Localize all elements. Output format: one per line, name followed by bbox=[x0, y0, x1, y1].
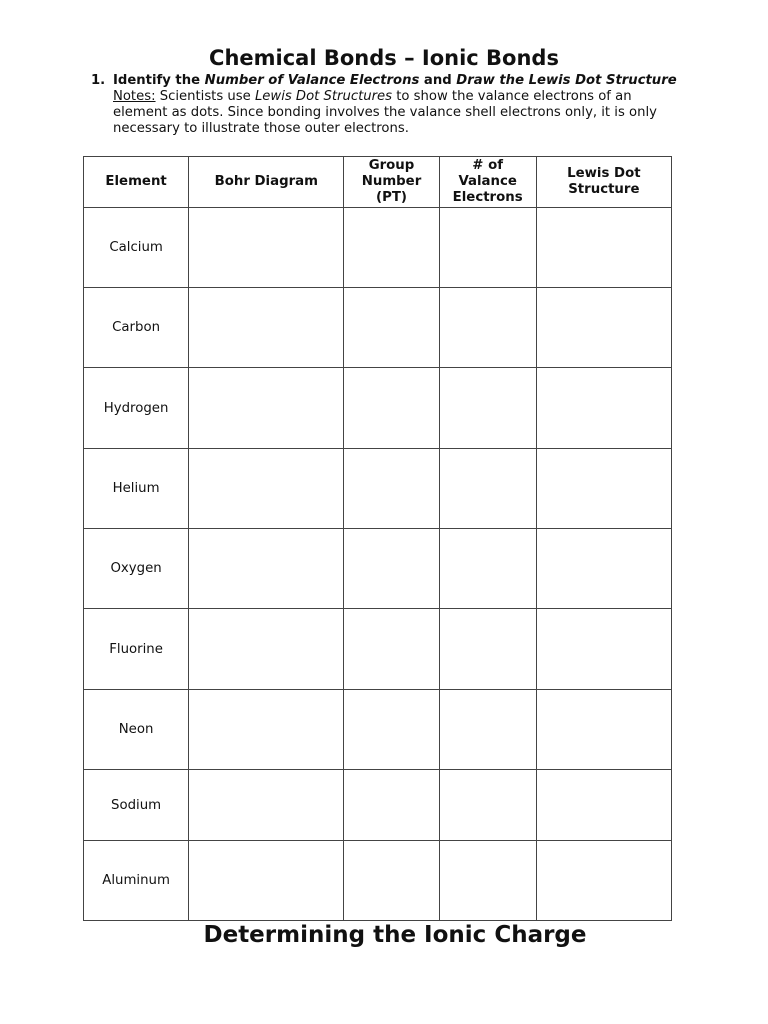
prompt-text-1: Identify the bbox=[113, 73, 205, 88]
table-row bbox=[84, 690, 672, 770]
header-element-label: Element bbox=[105, 174, 167, 189]
header-group-line2: Number bbox=[361, 174, 422, 189]
table-header-row bbox=[84, 157, 672, 208]
valence-electrons-cell[interactable] bbox=[439, 841, 536, 921]
question-number: 1. bbox=[91, 73, 106, 88]
lewis-dot-cell[interactable] bbox=[536, 288, 671, 368]
bohr-diagram-cell[interactable] bbox=[189, 288, 344, 368]
bohr-diagram-cell[interactable] bbox=[189, 609, 344, 690]
element-name-cell: Hydrogen bbox=[84, 368, 189, 449]
valence-electrons-cell[interactable] bbox=[439, 529, 536, 609]
table-row bbox=[84, 368, 672, 449]
bohr-diagram-cell[interactable] bbox=[189, 208, 344, 288]
table-row bbox=[84, 449, 672, 529]
header-group-number bbox=[344, 157, 439, 208]
header-lewis-line2: Structure bbox=[568, 182, 640, 197]
element-name-cell: Oxygen bbox=[84, 529, 189, 609]
header-group-line3: (PT) bbox=[376, 190, 407, 205]
header-valence-electrons bbox=[439, 157, 536, 208]
lewis-dot-cell[interactable] bbox=[536, 449, 671, 529]
lewis-dot-cell[interactable] bbox=[536, 208, 671, 288]
table-row bbox=[84, 841, 672, 921]
valence-electrons-cell[interactable] bbox=[439, 288, 536, 368]
group-number-cell[interactable] bbox=[344, 208, 439, 288]
section-heading: Determining the Ionic Charge bbox=[203, 922, 587, 948]
header-valence-line1: # of bbox=[472, 158, 503, 173]
group-number-cell[interactable] bbox=[344, 529, 439, 609]
valence-electrons-cell[interactable] bbox=[439, 609, 536, 690]
valence-electrons-cell[interactable] bbox=[439, 449, 536, 529]
valence-electrons-cell[interactable] bbox=[439, 690, 536, 770]
group-number-cell[interactable] bbox=[344, 609, 439, 690]
header-lewis-dot bbox=[536, 157, 671, 208]
lewis-dot-cell[interactable] bbox=[536, 609, 671, 690]
element-name-cell: Carbon bbox=[84, 288, 189, 368]
bohr-diagram-cell[interactable] bbox=[189, 449, 344, 529]
table-row bbox=[84, 609, 672, 690]
valence-electrons-cell[interactable] bbox=[439, 368, 536, 449]
lewis-dot-cell[interactable] bbox=[536, 690, 671, 770]
page-title: Chemical Bonds – Ionic Bonds bbox=[209, 46, 559, 70]
lewis-dot-cell[interactable] bbox=[536, 770, 671, 841]
prompt-emphasis-1: Number of Valance Electrons bbox=[204, 73, 420, 88]
question-body bbox=[113, 73, 681, 137]
element-name-cell: Helium bbox=[84, 449, 189, 529]
header-bohr-label: Bohr Diagram bbox=[214, 174, 318, 189]
element-name-cell: Sodium bbox=[84, 770, 189, 841]
group-number-cell[interactable] bbox=[344, 770, 439, 841]
lewis-dot-cell[interactable] bbox=[536, 529, 671, 609]
group-number-cell[interactable] bbox=[344, 449, 439, 529]
question-prompt bbox=[113, 73, 681, 89]
table-row bbox=[84, 288, 672, 368]
group-number-cell[interactable] bbox=[344, 288, 439, 368]
element-name-cell: Neon bbox=[84, 690, 189, 770]
notes-text-1: Scientists use bbox=[155, 89, 255, 104]
valence-electrons-cell[interactable] bbox=[439, 770, 536, 841]
bohr-diagram-cell[interactable] bbox=[189, 690, 344, 770]
header-valence-line2: Valance bbox=[458, 174, 517, 189]
header-group-line1: Group bbox=[368, 158, 415, 173]
bohr-diagram-cell[interactable] bbox=[189, 529, 344, 609]
table-row bbox=[84, 770, 672, 841]
header-element bbox=[84, 157, 189, 208]
element-name-cell: Fluorine bbox=[84, 609, 189, 690]
bohr-diagram-cell[interactable] bbox=[189, 841, 344, 921]
group-number-cell[interactable] bbox=[344, 841, 439, 921]
prompt-emphasis-2: Draw the Lewis Dot Structure bbox=[456, 73, 677, 88]
question-1 bbox=[91, 73, 681, 137]
lewis-dot-cell[interactable] bbox=[536, 368, 671, 449]
notes-label: Notes: bbox=[113, 89, 156, 104]
header-bohr-diagram bbox=[189, 157, 344, 208]
table-row bbox=[84, 529, 672, 609]
notes-emphasis: Lewis Dot Structures bbox=[254, 89, 393, 104]
header-valence-line3: Electrons bbox=[452, 190, 523, 205]
bohr-diagram-cell[interactable] bbox=[189, 368, 344, 449]
group-number-cell[interactable] bbox=[344, 690, 439, 770]
element-name-cell: Calcium bbox=[84, 208, 189, 288]
element-name-cell: Aluminum bbox=[84, 841, 189, 921]
bohr-diagram-cell[interactable] bbox=[189, 770, 344, 841]
header-lewis-line1: Lewis Dot bbox=[567, 166, 641, 181]
valence-electrons-cell[interactable] bbox=[439, 208, 536, 288]
lewis-dot-cell[interactable] bbox=[536, 841, 671, 921]
prompt-text-2: and bbox=[419, 73, 457, 88]
table-row bbox=[84, 208, 672, 288]
element-table bbox=[83, 156, 672, 921]
group-number-cell[interactable] bbox=[344, 368, 439, 449]
notes-text-2: to show the valance electrons of an element as dots. Since bonding involves the valance shell electrons only, it is only necessary to illustrate those outer electrons. bbox=[113, 89, 657, 136]
question-notes bbox=[113, 89, 681, 137]
